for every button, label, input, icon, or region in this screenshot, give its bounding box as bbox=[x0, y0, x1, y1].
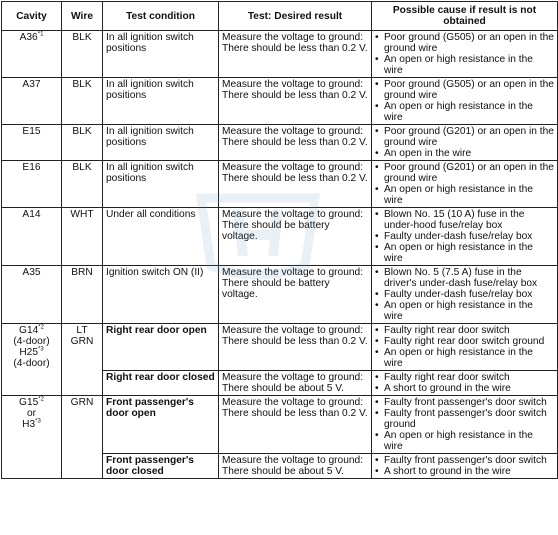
cause-item: • Poor ground (G505) or an open in the ground wire bbox=[375, 32, 554, 54]
cavity-cell bbox=[2, 208, 62, 266]
possible-cause-cell bbox=[372, 31, 558, 78]
test-condition-cell: Right rear door open bbox=[103, 324, 219, 371]
cause-item: • An open or high resistance in the wire bbox=[375, 184, 554, 206]
cause-item: • Blown No. 15 (10 A) fuse in the under-hood fuse/relay box bbox=[375, 209, 554, 231]
possible-cause-cell bbox=[372, 396, 558, 454]
cavity-label: or bbox=[26, 408, 37, 419]
cause-item: • Faulty right rear door switch ground bbox=[375, 336, 554, 347]
desired-result-cell: Measure the voltage to ground: There should be less than 0.2 V. bbox=[219, 125, 372, 161]
possible-cause-cell bbox=[372, 78, 558, 125]
cause-item: • An open or high resistance in the wire bbox=[375, 54, 554, 76]
desired-result-cell: Measure the voltage to ground: There should be less than 0.2 V. bbox=[219, 161, 372, 208]
cavity-line bbox=[5, 347, 58, 358]
cavity-label: A37 bbox=[22, 79, 41, 90]
cause-item: • An open or high resistance in the wire bbox=[375, 300, 554, 322]
cavity-label: G15 bbox=[19, 397, 39, 408]
wire-color: LT GRN bbox=[70, 325, 94, 347]
cause-item: • Poor ground (G201) or an open in the ground wire bbox=[375, 126, 554, 148]
cause-list bbox=[375, 126, 554, 159]
wire-color: WHT bbox=[70, 209, 94, 220]
cause-item: • Faulty right rear door switch bbox=[375, 372, 554, 383]
test-condition-cell: Right rear door closed bbox=[103, 371, 219, 396]
header-cavity: Cavity bbox=[2, 2, 62, 31]
possible-cause-cell bbox=[372, 454, 558, 479]
cause-list bbox=[375, 209, 554, 264]
cause-list bbox=[375, 325, 554, 369]
cause-list bbox=[375, 162, 554, 206]
cavity-label: H25 bbox=[19, 347, 39, 358]
wire-cell bbox=[62, 208, 103, 266]
table-body bbox=[2, 31, 558, 479]
table-row bbox=[2, 31, 558, 78]
cause-item: • A short to ground in the wire bbox=[375, 466, 554, 477]
cavity-footnote: *2 bbox=[38, 396, 44, 403]
cavity-label: A36 bbox=[19, 32, 38, 43]
cause-list bbox=[375, 32, 554, 76]
test-condition-cell: In all ignition switch positions bbox=[103, 31, 219, 78]
cavity-label: E15 bbox=[22, 126, 41, 137]
cause-item: • An open or high resistance in the wire bbox=[375, 242, 554, 264]
cavity-label: G14 bbox=[19, 325, 39, 336]
table-header-row bbox=[2, 2, 558, 31]
desired-result-cell: Measure the voltage to ground: There should be less than 0.2 V. bbox=[219, 78, 372, 125]
cavity-line bbox=[5, 358, 58, 369]
cause-item: • Faulty front passenger's door switch ground bbox=[375, 408, 554, 430]
cause-item: • Blown No. 5 (7.5 A) fuse in the driver's under-dash fuse/relay box bbox=[375, 267, 554, 289]
cause-list bbox=[375, 79, 554, 123]
connector-test-table bbox=[1, 1, 558, 479]
possible-cause-cell bbox=[372, 266, 558, 324]
table-row bbox=[2, 266, 558, 324]
desired-result-cell: Measure the voltage to ground: There should be less than 0.2 V. bbox=[219, 396, 372, 454]
cavity-cell bbox=[2, 161, 62, 208]
cause-item: • An open or high resistance in the wire bbox=[375, 101, 554, 123]
header-wire: Wire bbox=[62, 2, 103, 31]
desired-result-cell: Measure the voltage to ground: There should be battery voltage. bbox=[219, 208, 372, 266]
cause-item: • Faulty front passenger's door switch bbox=[375, 397, 554, 408]
cause-item: • Poor ground (G505) or an open in the ground wire bbox=[375, 79, 554, 101]
wire-cell bbox=[62, 31, 103, 78]
wire-color: BLK bbox=[72, 126, 92, 137]
possible-cause-cell bbox=[372, 125, 558, 161]
wire-color: BRN bbox=[71, 267, 93, 278]
cavity-line bbox=[5, 408, 58, 419]
table-row bbox=[2, 78, 558, 125]
cause-item: • An open or high resistance in the wire bbox=[375, 347, 554, 369]
wire-color: BLK bbox=[72, 32, 92, 43]
cavity-line bbox=[5, 336, 58, 347]
test-condition-cell: Ignition switch ON (II) bbox=[103, 266, 219, 324]
desired-result-cell: Measure the voltage to ground: There should be about 5 V. bbox=[219, 454, 372, 479]
cause-item: • Faulty right rear door switch bbox=[375, 325, 554, 336]
test-condition-cell: Under all conditions bbox=[103, 208, 219, 266]
cavity-label: H3 bbox=[22, 419, 36, 430]
cavity-label: (4-door) bbox=[13, 358, 50, 369]
cause-item: • An open in the wire bbox=[375, 148, 554, 159]
desired-result-cell: Measure the voltage to ground: There should be less than 0.2 V. bbox=[219, 31, 372, 78]
cause-list bbox=[375, 455, 554, 477]
wire-cell bbox=[62, 266, 103, 324]
table-row bbox=[2, 125, 558, 161]
cavity-cell bbox=[2, 125, 62, 161]
cavity-footnote: *3 bbox=[38, 346, 44, 353]
desired-result-cell: Measure the voltage to ground: There should be battery voltage. bbox=[219, 266, 372, 324]
cavity-footnote: *3 bbox=[35, 418, 41, 425]
table-row bbox=[2, 208, 558, 266]
possible-cause-cell bbox=[372, 324, 558, 371]
cavity-label: (4-door) bbox=[13, 336, 50, 347]
cause-item: • A short to ground in the wire bbox=[375, 383, 554, 394]
cavity-line bbox=[5, 419, 58, 430]
test-condition-cell: Front passenger's door open bbox=[103, 396, 219, 454]
cause-item: • Faulty front passenger's door switch bbox=[375, 455, 554, 466]
wire-cell bbox=[62, 125, 103, 161]
test-condition-cell: Front passenger's door closed bbox=[103, 454, 219, 479]
cavity-footnote: *2 bbox=[38, 324, 44, 331]
table-row bbox=[2, 396, 558, 454]
cavity-cell bbox=[2, 396, 62, 479]
cavity-cell bbox=[2, 78, 62, 125]
cause-item: • An open or high resistance in the wire bbox=[375, 430, 554, 452]
possible-cause-cell bbox=[372, 371, 558, 396]
cavity-line bbox=[5, 325, 58, 336]
test-condition-cell: In all ignition switch positions bbox=[103, 78, 219, 125]
cause-list bbox=[375, 267, 554, 322]
cause-list bbox=[375, 372, 554, 394]
wire-cell bbox=[62, 396, 103, 479]
possible-cause-cell bbox=[372, 208, 558, 266]
wire-cell bbox=[62, 324, 103, 396]
cavity-cell bbox=[2, 31, 62, 78]
cavity-label: E16 bbox=[22, 162, 41, 173]
wire-cell bbox=[62, 161, 103, 208]
wire-color: GRN bbox=[70, 397, 94, 408]
table-row bbox=[2, 324, 558, 371]
header-test-condition: Test condition bbox=[103, 2, 219, 31]
test-condition-cell: In all ignition switch positions bbox=[103, 161, 219, 208]
cavity-label: A35 bbox=[22, 267, 41, 278]
cavity-line bbox=[5, 397, 58, 408]
possible-cause-cell bbox=[372, 161, 558, 208]
header-possible-cause: Possible cause if result is not obtained bbox=[372, 2, 558, 31]
header-desired-result: Test: Desired result bbox=[219, 2, 372, 31]
cavity-cell bbox=[2, 266, 62, 324]
test-condition-cell: In all ignition switch positions bbox=[103, 125, 219, 161]
cavity-label: A14 bbox=[22, 209, 41, 220]
desired-result-cell: Measure the voltage to ground: There should be about 5 V. bbox=[219, 371, 372, 396]
wire-color: BLK bbox=[72, 79, 92, 90]
table-row bbox=[2, 161, 558, 208]
cavity-cell bbox=[2, 324, 62, 396]
cavity-footnote: *1 bbox=[37, 31, 44, 38]
cause-list bbox=[375, 397, 554, 452]
wire-color: BLK bbox=[72, 162, 92, 173]
cause-item: • Faulty under-dash fuse/relay box bbox=[375, 231, 554, 242]
cause-item: • Poor ground (G201) or an open in the ground wire bbox=[375, 162, 554, 184]
desired-result-cell: Measure the voltage to ground: There should be less than 0.2 V. bbox=[219, 324, 372, 371]
cause-item: • Faulty under-dash fuse/relay box bbox=[375, 289, 554, 300]
wire-cell bbox=[62, 78, 103, 125]
